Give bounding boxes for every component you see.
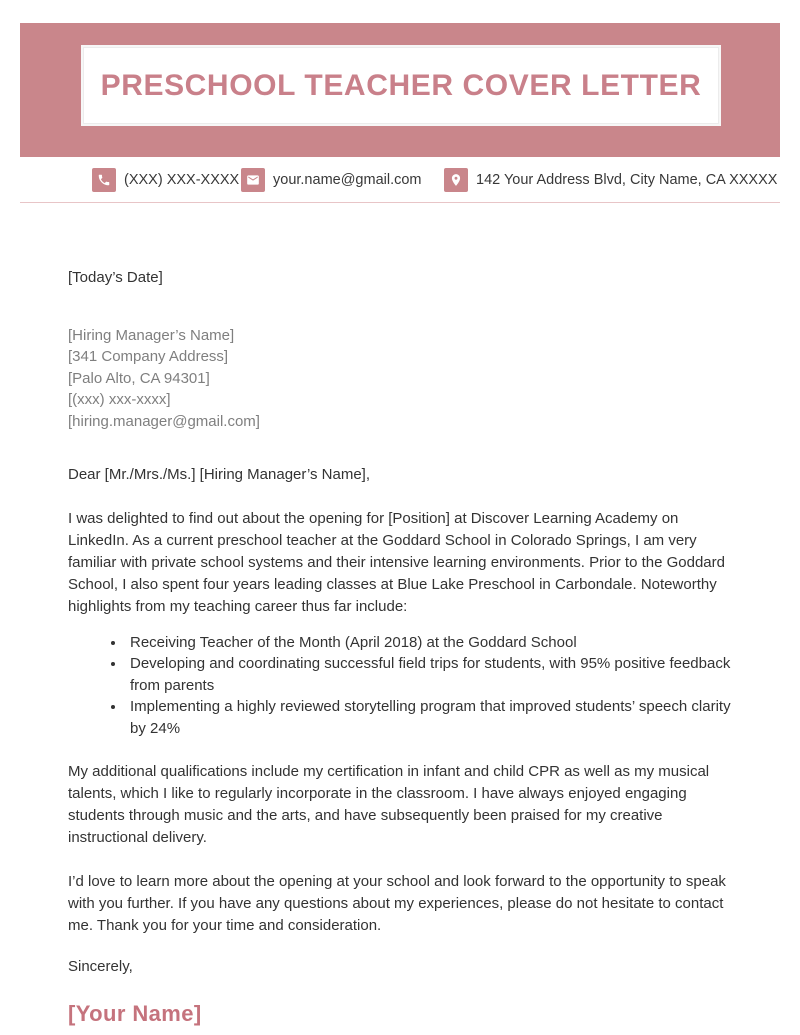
phone-number-text: (XXX) XXX-XXXX [124, 172, 240, 188]
paragraph-intro: I was delighted to find out about the opening for [Position] at Discover Learning Academy on LinkedIn. As a current preschool teacher at the Goddard School in Colorado Springs, I am very familiar with private school systems and their intensive learning environments. Prior to the Goddard School, I also spent four years leading classes at Blue Lake Preschool in Carbondale. Noteworthy highlights from my teaching career thus far include: [68, 509, 725, 615]
signature-name: [Your Name] [68, 1000, 202, 1026]
highlight-item-1: • Receiving Teacher of the Month (April 2018) at the Goddard School [126, 632, 732, 654]
contact-email [241, 168, 422, 192]
email-address-text: your.name@gmail.com [273, 172, 422, 188]
street-address-text: 142 Your Address Blvd, City Name, CA XXXXX [476, 172, 778, 188]
contact-address [444, 168, 777, 192]
letter-body [0, 267, 800, 1028]
email-icon [241, 168, 265, 192]
salutation-line: Dear [Mr./Mrs./Ms.] [Hiring Manager’s Name], [68, 466, 371, 483]
highlight-item-3: • Implementing a highly reviewed storytelling program that improved students’ speech clarity by 24% [126, 696, 732, 739]
contact-divider [20, 202, 780, 203]
page-title: PRESCHOOL TEACHER COVER LETTER [100, 68, 702, 102]
recipient-city-line: [Palo Alto, CA 94301] [68, 369, 210, 387]
contact-phone [92, 168, 239, 192]
highlight-item-2: • Developing and coordinating successful field trips for students, with 95% positive feedback from parents [126, 653, 732, 696]
header-band [20, 23, 780, 157]
recipient-email-line: [hiring.manager@gmail.com] [68, 412, 260, 430]
location-icon [444, 168, 468, 192]
recipient-name-line: [Hiring Manager’s Name] [68, 326, 235, 344]
paragraph-qualifications: My additional qualifications include my certification in infant and child CPR as well as my musical talents, which I like to regularly incorporate in the classroom. I have always enjoyed engaging students through music and the arts, and have subsequently been praised for my creative instructional delivery. [68, 763, 710, 846]
date-line: [Today’s Date] [68, 269, 163, 286]
recipient-address-line: [341 Company Address] [68, 348, 229, 365]
closing-line: Sincerely, [68, 958, 133, 975]
cover-letter-page [0, 23, 800, 1035]
recipient-phone-line: [(xxx) xxx-xxxx] [68, 391, 171, 408]
paragraph-call-to-action: I’d love to learn more about the opening at your school and look forward to the opportunity to speak with you further. If you have any questions about my experiences, please do not hesitate to contact me. Thank you for your time and consideration. [68, 873, 726, 934]
recipient-block [68, 325, 732, 433]
contact-row [0, 168, 800, 192]
title-box [83, 47, 719, 124]
phone-icon [92, 168, 116, 192]
highlights-list [68, 632, 732, 740]
